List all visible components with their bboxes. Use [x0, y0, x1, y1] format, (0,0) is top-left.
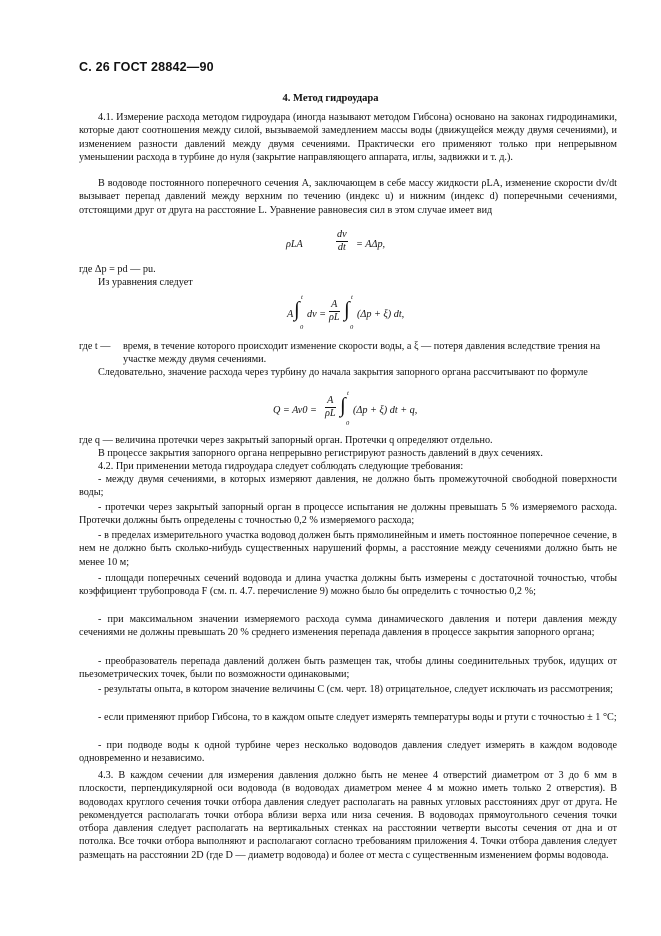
eq2-tail: (Δp + ξ) dt,: [357, 309, 405, 320]
eq2-body: dv =: [307, 309, 327, 320]
integral-icon: ∫: [344, 297, 350, 321]
eq2-fraction: [329, 299, 340, 324]
eq1-right: = AΔp,: [356, 239, 386, 250]
eq1-numerator: dv: [337, 229, 347, 240]
page-header: С. 26 ГОСТ 28842—90: [79, 60, 214, 74]
eq1-left: ρLA: [286, 239, 303, 250]
section-title: 4. Метод гидроудара: [282, 93, 379, 104]
integral-icon: ∫: [340, 393, 346, 417]
requirement-4: - площади поперечных сечений водовода и длина участка должны быть измерены с достаточной точностью, чтобы коэффициент трубопровода F (см. п. 4.7. перечисление 9) можно было бы определить с точностью 0,2 %;: [79, 573, 617, 598]
paragraph-4-1: 4.1. Измерение расхода методом гидроудара (иногда называют методом Гибсона) основано на законах гидродинамики, которые дают соотношения между силой, вызываемой замедлением массы воды (движущейся между двумя сечениями), и изменением разности давлений между двумя сечениями. Практически его применяют только при непрерывном уменьшении расхода в турбине до нуля (закрытие направляющего аппарата, иглы, задвижки и т. д.).: [79, 112, 617, 163]
requirement-7: - результаты опыта, в котором значение величины C (см. черт. 18) отрицательное, следует исключать из рассмотрения;: [98, 684, 614, 695]
eq2-numerator: A: [329, 299, 340, 312]
paragraph-4-3: 4.3. В каждом сечении для измерения давления должно быть не менее 4 отверстий диаметром от 3 до 6 мм в плоскости, перпендикулярной оси водовода (в водоводах диаметром менее 4 м можно иметь только 2 отверстия). В водоводах круглого сечения точки отбора давления следует располагать на равных угловых расстояниях друг от друга. Не рекомендуется располагать точки отбора вблизи верха или низа сечения. В водоводах прямоугольного сечения точки отбора давления следует располагать на вертикальных стенках на расстоянии четверти высоты сечения от дна и от потолка. Все точки отбора выполняют и располагают согласно требованиям приложения 4. Точки отбора давления следует размещать на расстоянии 2D (где D — диаметр водовода) и более от места с существенным изменением формы водовода.: [79, 770, 617, 861]
requirement-5: - при максимальном значении измеряемого расхода сумма динамического давления и потери давления между сечениями не должны превышать 20 % среднего изменения перепада давления в процессе закрытия запорного органа;: [79, 614, 617, 639]
requirement-3: - в пределах измерительного участка водовод должен быть прямолинейным и иметь постоянное поперечное сечение, в нем не должно быть сколько-нибудь существенных нарушений формы, а расстояние между сечениями должно быть не менее 10 м;: [79, 530, 617, 568]
eq1-denominator: dt: [337, 242, 346, 253]
where-delta-p: где Δp = pd — pu.: [79, 264, 156, 275]
where-t-key: где t —: [79, 341, 111, 352]
where-t-value: время, в течение которого происходит изменение скорости воды, а ξ — потеря давления вследствие трения на участке между двумя сечениями.: [123, 341, 601, 366]
eq3-lower-limit: 0: [346, 420, 350, 427]
paragraph-consequently: Следовательно, значение расхода через турбину до начала закрытия запорного органа рассчитывают по формуле: [98, 367, 588, 378]
eq2-denominator: ρL: [329, 312, 340, 323]
eq2-upper-limit: t: [301, 294, 303, 301]
eq2-A: A: [287, 309, 294, 320]
eq3-fraction: [325, 395, 336, 420]
requirement-2: - протечки через закрытый запорный орган в процессе испытания не должны превышать 5 % измеряемого расхода. Протечки должны быть определены с точностью 0,2 % измеряемого расхода;: [79, 502, 617, 527]
eq3-numerator: A: [325, 395, 336, 408]
paragraph-4-2: 4.2. При применении метода гидроудара следует соблюдать следующие требования:: [98, 461, 464, 472]
paragraph-cross-section: В водоводе постоянного поперечного сечения A, заключающем в себе массу жидкости ρLA, изменение скорости dv/dt вызывает перепад давлений между верхним по течению (индекс u) и нижним (индекс d) поперечными сечениями, отстоящими друг от друга на расстояние L. Уравнение равновесия сил в этом случае имеет вид: [79, 178, 617, 216]
eq2-upper-limit-2: t: [351, 294, 353, 301]
eq3-tail: (Δp + ξ) dt + q,: [353, 405, 418, 416]
eq1-fraction: [336, 229, 348, 254]
integral-icon: ∫: [294, 297, 300, 321]
eq3-left: Q = Av0 =: [273, 405, 317, 416]
eq2-lower-limit-2: 0: [350, 324, 354, 331]
requirement-8: - если применяют прибор Гибсона, то в каждом опыте следует измерять температуры воды и ртути с точностью ± 1 °C;: [98, 712, 617, 723]
eq3-upper-limit: t: [347, 390, 349, 397]
requirement-1: - между двумя сечениями, в которых измеряют давления, не должно быть промежуточной свободной поверхности воды;: [79, 474, 617, 499]
from-equation-text: Из уравнения следует: [98, 277, 193, 288]
eq3-denominator: ρL: [325, 408, 336, 419]
requirement-6: - преобразователь перепада давлений должен быть размещен так, чтобы длины соединительных трубок, идущих от пьезометрических точек, были по возможности одинаковыми;: [79, 656, 617, 681]
eq2-lower-limit: 0: [300, 324, 304, 331]
paragraph-closing-process: В процессе закрытия запорного органа непрерывно регистрируют разность давлений в двух сечениях.: [98, 448, 543, 459]
requirement-9: - при подводе воды к одной турбине через несколько водоводов давления следует измерять в каждом водоводе одновременно и независимо.: [79, 740, 617, 765]
where-q: где q — величина протечки через закрытый запорный орган. Протечки q определяют отдельно.: [79, 435, 493, 446]
